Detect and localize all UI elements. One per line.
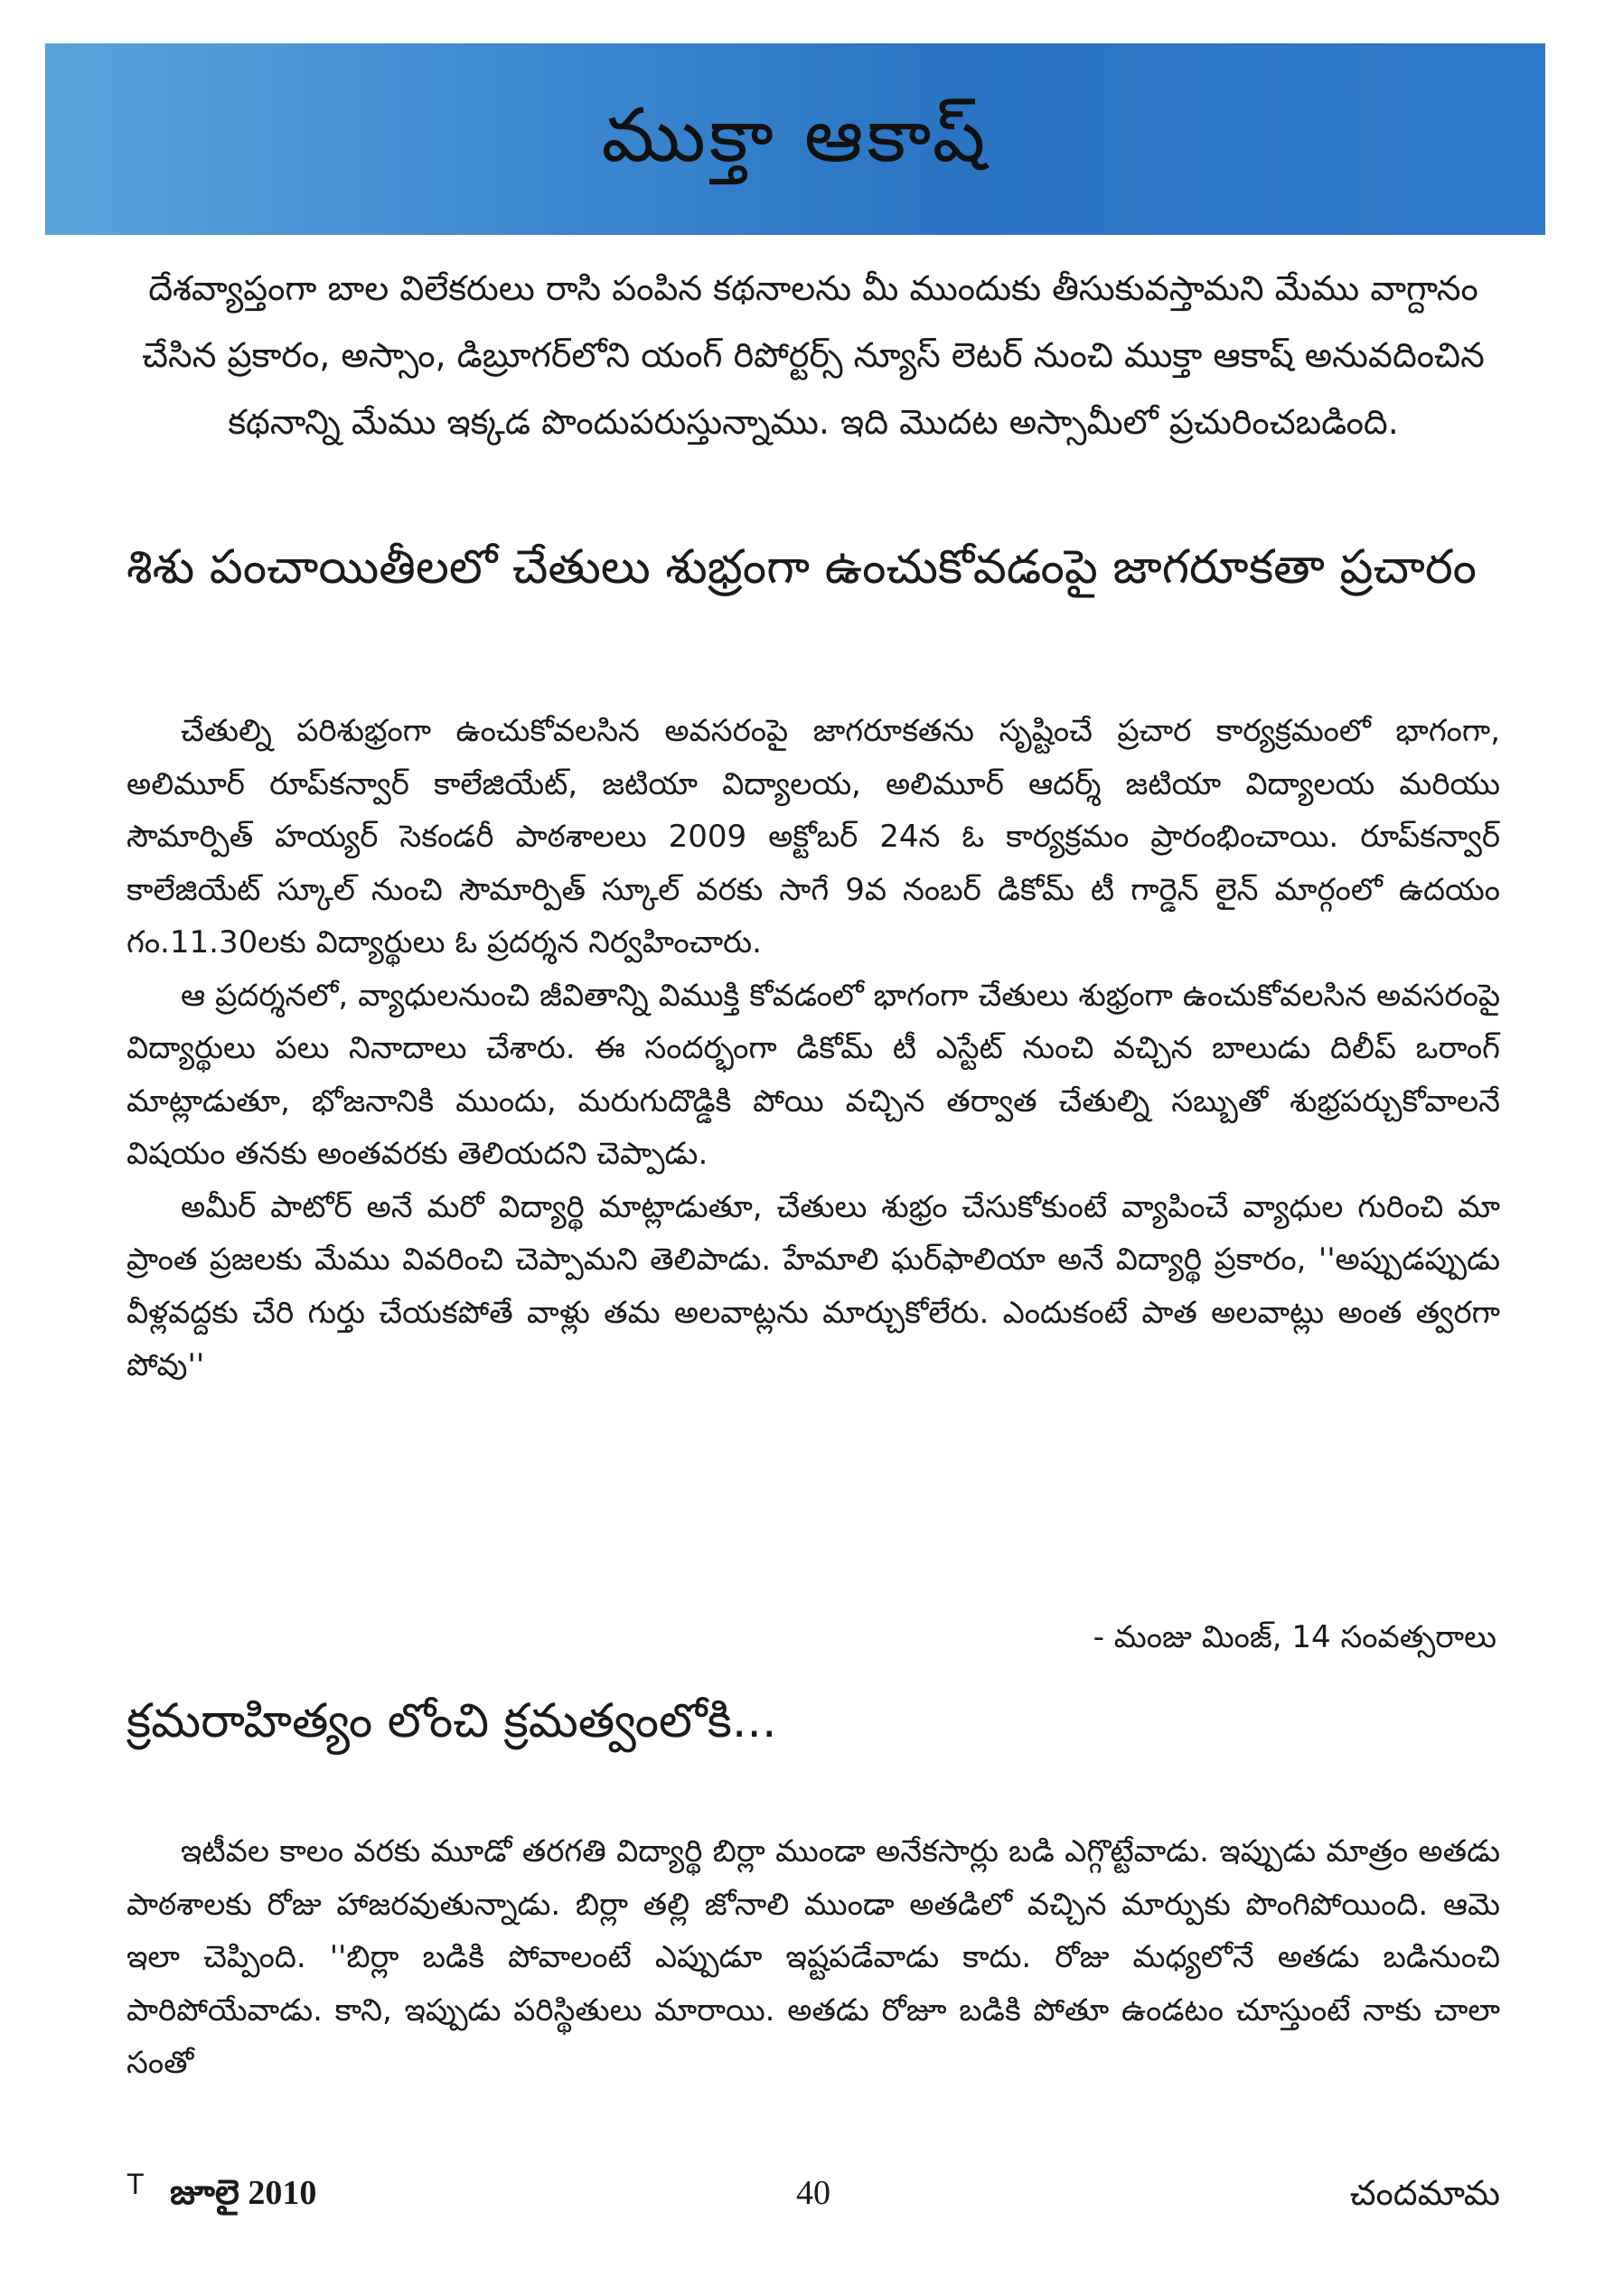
story1-paragraph-2: ఆ ప్రదర్శనలో, వ్యాధులనుంచి జీవితాన్ని విముక్తి కోవడంలో భాగంగా చేతులు శుభ్రంగా ఉంచుకోవలసిన అవసరంపై విద్యార్థులు పలు నినాదాలు చేశారు. ఈ సందర్భంగా డికోమ్ టీ ఎస్టేట్ నుంచి వచ్చిన బాలుడు దిలీప్ ఒరాంగ్ మాట్లాడుతూ, భోజనానికి ముందు, మరుగుదొడ్డికి పోయి వచ్చిన తర్వాత చేతుల్ని సబ్బుతో శుభ్రపర్చుకోవాలనే విషయం తనకు అంతవరకు తెలియదని చెప్పాడు. xyxy=(127,977,1500,1172)
title-banner xyxy=(45,43,1545,235)
story1-paragraph-1: చేతుల్ని పరిశుభ్రంగా ఉంచుకోవలసిన అవసరంపై జాగరూకతను సృష్టించే ప్రచార కార్యక్రమంలో భాగంగా, అలిమూర్ రూప్‌కన్వార్ కాలేజియేట్, జటియా విద్యాలయ, అలిమూర్ ఆదర్శ్ జటియా విద్యాలయ మరియు సౌమార్పిత్ హయ్యర్ సెకండరీ పాఠశాలలు 2009 అక్టోబర్ 24న ఓ కార్యక్రమం ప్రారంభించాయి. రూప్‌కన్వార్ కాలేజియేట్ స్కూల్ నుంచి సౌమార్పిత్ స్కూల్ వరకు సాగే 9వ నంబర్ డికోమ్ టీ గార్డెన్ లైన్ మార్గంలో ఉదయం గం.11.30లకు విద్యార్థులు ఓ ప్రదర్శన నిర్వహించారు. xyxy=(127,713,1500,961)
story1-heading: శిశు పంచాయితీలలో చేతులు శుభ్రంగా ఉంచుకోవడంపై జాగరూకతా ప్రచారం xyxy=(127,540,1478,595)
banner-title: ముక్తా ఆకాష్ xyxy=(601,93,990,179)
story2-paragraph-1: ఇటీవల కాలం వరకు మూడో తరగతి విద్యార్థి బిర్లా ముండా అనేకసార్లు బడి ఎగ్గొట్టేవాడు. ఇప్పుడు మాత్రం అతడు పాఠశాలకు రోజు హాజరవుతున్నాడు. బిర్లా తల్లి జోనాలి ముండా అతడిలో వచ్చిన మార్పుకు పొంగిపోయింది. ఆమె ఇలా చెప్పింది. ''బిర్లా బడికి పోవాలంటే ఎప్పుడూ ఇష్టపడేవాడు కాదు. రోజు మధ్యలోనే అతడు బడినుంచి పారిపోయేవాడు. కాని, ఇప్పుడు పరిస్థితులు మారాయి. అతడు రోజూ బడికి పోతూ ఉండటం చూస్తుంటే నాకు చాలా సంతో xyxy=(127,1833,1500,2081)
issue-date: జూలై 2010 xyxy=(170,2174,317,2212)
story2-body xyxy=(127,1825,1500,2090)
story1-body xyxy=(127,705,1500,1392)
story1-attribution: - మంజు మింజ్, 14 సంవత్సరాలు xyxy=(1093,1619,1496,1655)
intro-note xyxy=(127,255,1500,455)
magazine-name: చందమామ xyxy=(1349,2173,1500,2213)
page-footer xyxy=(127,2168,1500,2227)
intro-text: దేశవ్యాప్తంగా బాల విలేకరులు రాసి పంపిన కథనాలను మీ ముందుకు తీసుకువస్తామని మేము వాగ్దానం చేసిన ప్రకారం, అస్సాం, డిబ్రూగర్‌లోని యంగ్ రిపోర్టర్స్ న్యూస్ లెటర్ నుంచి ముక్తా ఆకాష్ అనువదించిన కథనాన్ని మేము ఇక్కడ పొందుపరుస్తున్నాము. ఇది మొదట అస్సామీలో ప్రచురించబడింది. xyxy=(142,268,1485,442)
story1-paragraph-3: అమీర్ పాటోర్ అనే మరో విద్యార్థి మాట్లాడుతూ, చేతులు శుభ్రం చేసుకోకుంటే వ్యాపించే వ్యాధుల గురించి మా ప్రాంత ప్రజలకు మేము వివరించి చెప్పామని తెలిపాడు. హేమాలి ఘర్‌ఫాలియా అనే విద్యార్థి ప్రకారం, ''అప్పుడప్పుడు వీళ్లవద్దకు చేరి గుర్తు చేయకపోతే వాళ్లు తమ అలవాట్లను మార్చుకోలేరు. ఎందుకంటే పాత అలవాట్లు అంత త్వరగా పోవు'' xyxy=(127,1188,1500,1383)
page-number: 40 xyxy=(796,2174,830,2212)
story2-heading: క్రమరాహిత్యం లోంచి క్రమత్వంలోకి... xyxy=(127,1694,777,1748)
footer-mark: T xyxy=(127,2168,145,2200)
